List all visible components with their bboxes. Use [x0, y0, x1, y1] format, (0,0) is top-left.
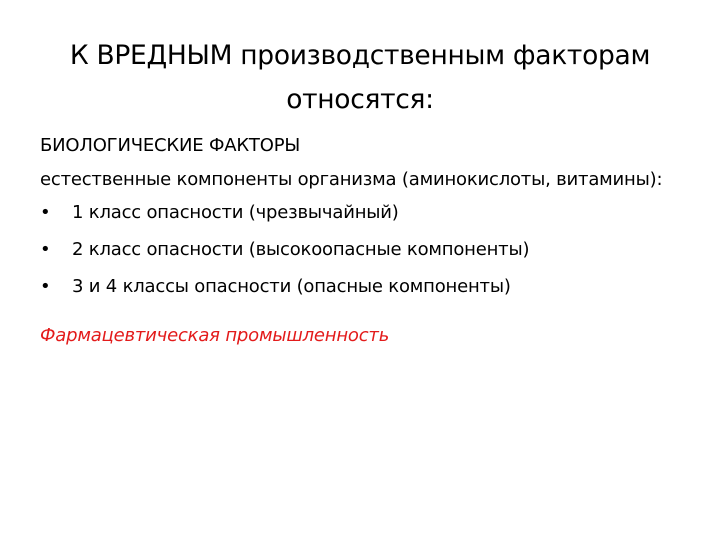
slide-title-line-2: относятся: — [286, 84, 434, 115]
bullet-text: 1 класс опасности (чрезвычайный) — [72, 202, 399, 223]
bullet-icon: • — [40, 239, 51, 260]
slide-title — [40, 34, 680, 122]
bullet-icon: • — [40, 202, 51, 223]
slide-title-line-1: К ВРЕДНЫМ производственным факторам — [69, 40, 651, 71]
section-heading: БИОЛОГИЧЕСКИЕ ФАКТОРЫ — [40, 135, 301, 156]
bullet-item — [40, 273, 700, 301]
intro-paragraph: естественные компоненты организма (аминокислоты, витамины): — [40, 169, 663, 190]
industry-label: Фармацевтическая промышленность — [40, 325, 390, 346]
slide-body — [40, 132, 700, 350]
bullet-icon: • — [40, 276, 51, 297]
bullet-text: 3 и 4 классы опасности (опасные компоненты) — [72, 276, 511, 297]
bullet-item — [40, 199, 700, 227]
bullet-item — [40, 236, 700, 264]
bullet-text: 2 класс опасности (высокоопасные компоненты) — [72, 239, 530, 260]
